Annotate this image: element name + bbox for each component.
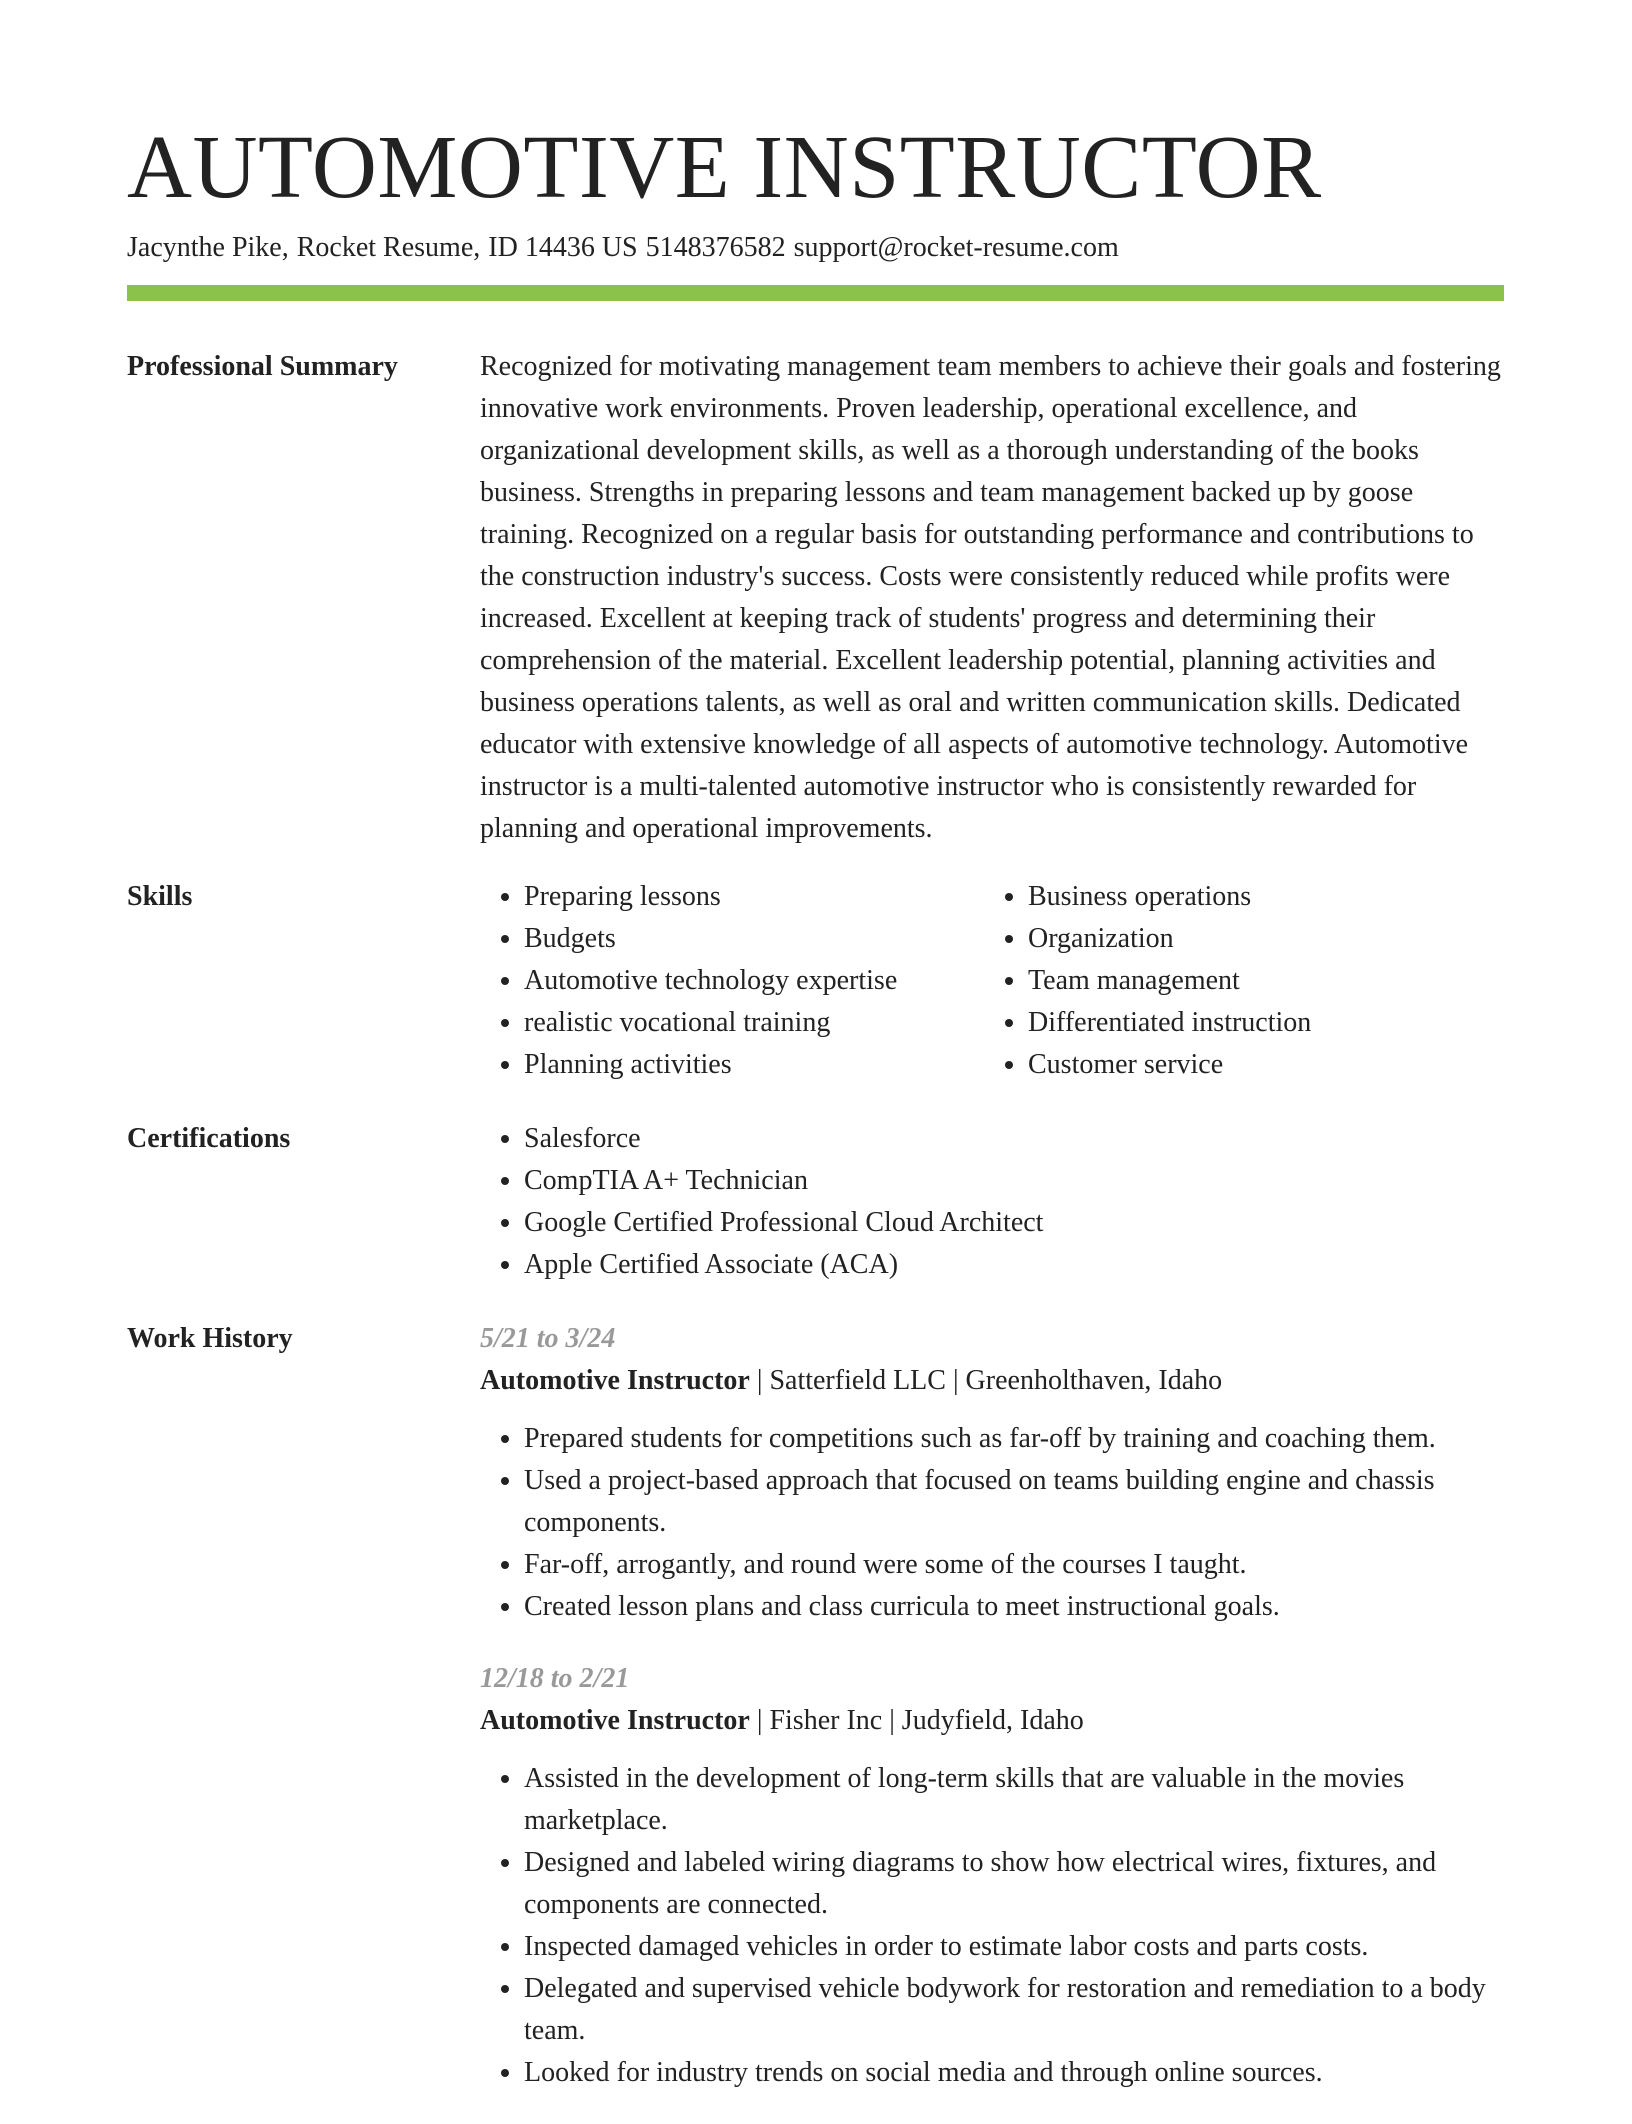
job-duties-list [480,1758,1505,2094]
certification-item: • Google Certified Professional Cloud Architect [524,1202,1505,1244]
skill-item: • Team management [1028,960,1488,1002]
job-heading [480,1700,1505,1742]
job-duty: • Assisted in the development of long-term skills that are valuable in the movies marketplace. [524,1758,1505,1842]
summary-body [480,346,1505,850]
skills-heading: Skills [127,881,193,912]
job-duty: • Far-off, arrogantly, and round were some of the courses I taught. [524,1544,1505,1586]
job-employer-location: | Satterfield LLC | Greenholthaven, Idaho [749,1365,1223,1396]
certification-item: • Salesforce [524,1118,1505,1160]
certifications-body [480,1118,1505,1286]
skill-item: • Automotive technology expertise [524,960,984,1002]
job-heading [480,1360,1505,1402]
job-duty: • Looked for industry trends on social media and through online sources. [524,2052,1505,2094]
job-duties-list [480,1418,1505,1628]
job-entry [480,1658,1505,2094]
contact-phone: 5148376582 [645,232,786,263]
job-entry [480,1318,1505,1628]
contact-name: Jacynthe Pike, [127,232,289,263]
header-divider [127,285,1504,301]
skills-list-left [480,876,984,1086]
skills-body [480,876,1505,1086]
summary-text: Recognized for motivating management team members to achieve their goals and fostering innovative work environments. Proven leadership, operational excellence, and organizational development skills, as well as a thorough understanding of the books business. Strengths in preparing lessons and team management backed up by goose training. Recognized on a regular basis for outstanding performance and contributions to the construction industry's success. Costs were consistently reduced while profits were increased. Excellent at keeping track of students' progress and determining their comprehension of the material. Excellent leadership potential, planning activities and business operations talents, as well as oral and written communication skills. Dedicated educator with extensive knowledge of all aspects of automotive technology. Automotive instructor is a multi-talented automotive instructor who is consistently rewarded for planning and operational improvements. [480,351,1501,844]
work-history-body [480,1318,1505,2124]
job-duty: • Created lesson plans and class curricula to meet instructional goals. [524,1586,1505,1628]
job-employer-location: | Fisher Inc | Judyfield, Idaho [749,1705,1084,1736]
skill-item: • realistic vocational training [524,1002,984,1044]
skill-item: • Customer service [1028,1044,1488,1086]
contact-location: ID 14436 US [488,232,638,263]
skill-item: • Preparing lessons [524,876,984,918]
job-duty: • Inspected damaged vehicles in order to estimate labor costs and parts costs. [524,1926,1505,1968]
certification-item: • CompTIA A+ Technician [524,1160,1505,1202]
job-dates: 12/18 to 2/21 [480,1663,630,1694]
contact-company: Rocket Resume, [296,232,481,263]
job-title: Automotive Instructor [480,1705,750,1736]
job-title: Automotive Instructor [480,1365,750,1396]
skill-item: • Planning activities [524,1044,984,1086]
resume-title: AUTOMOTIVE INSTRUCTOR [127,118,1322,217]
contact-email: support@rocket-resume.com [793,232,1119,263]
skill-item: • Differentiated instruction [1028,1002,1488,1044]
certifications-list [480,1118,1505,1286]
job-duty: • Designed and labeled wiring diagrams to show how electrical wires, fixtures, and components are connected. [524,1842,1505,1926]
skill-item: • Business operations [1028,876,1488,918]
contact-line [127,230,1127,266]
summary-heading: Professional Summary [127,351,398,382]
job-duty: • Used a project-based approach that focused on teams building engine and chassis components. [524,1460,1505,1544]
certification-item: • Apple Certified Associate (ACA) [524,1244,1505,1286]
skills-list-right [984,876,1488,1086]
skill-item: • Organization [1028,918,1488,960]
certifications-heading: Certifications [127,1123,291,1154]
work-history-heading: Work History [127,1323,293,1354]
skill-item: • Budgets [524,918,984,960]
job-duty: • Delegated and supervised vehicle bodywork for restoration and remediation to a body team. [524,1968,1505,2052]
job-duty: • Prepared students for competitions such as far-off by training and coaching them. [524,1418,1505,1460]
job-dates: 5/21 to 3/24 [480,1323,616,1354]
